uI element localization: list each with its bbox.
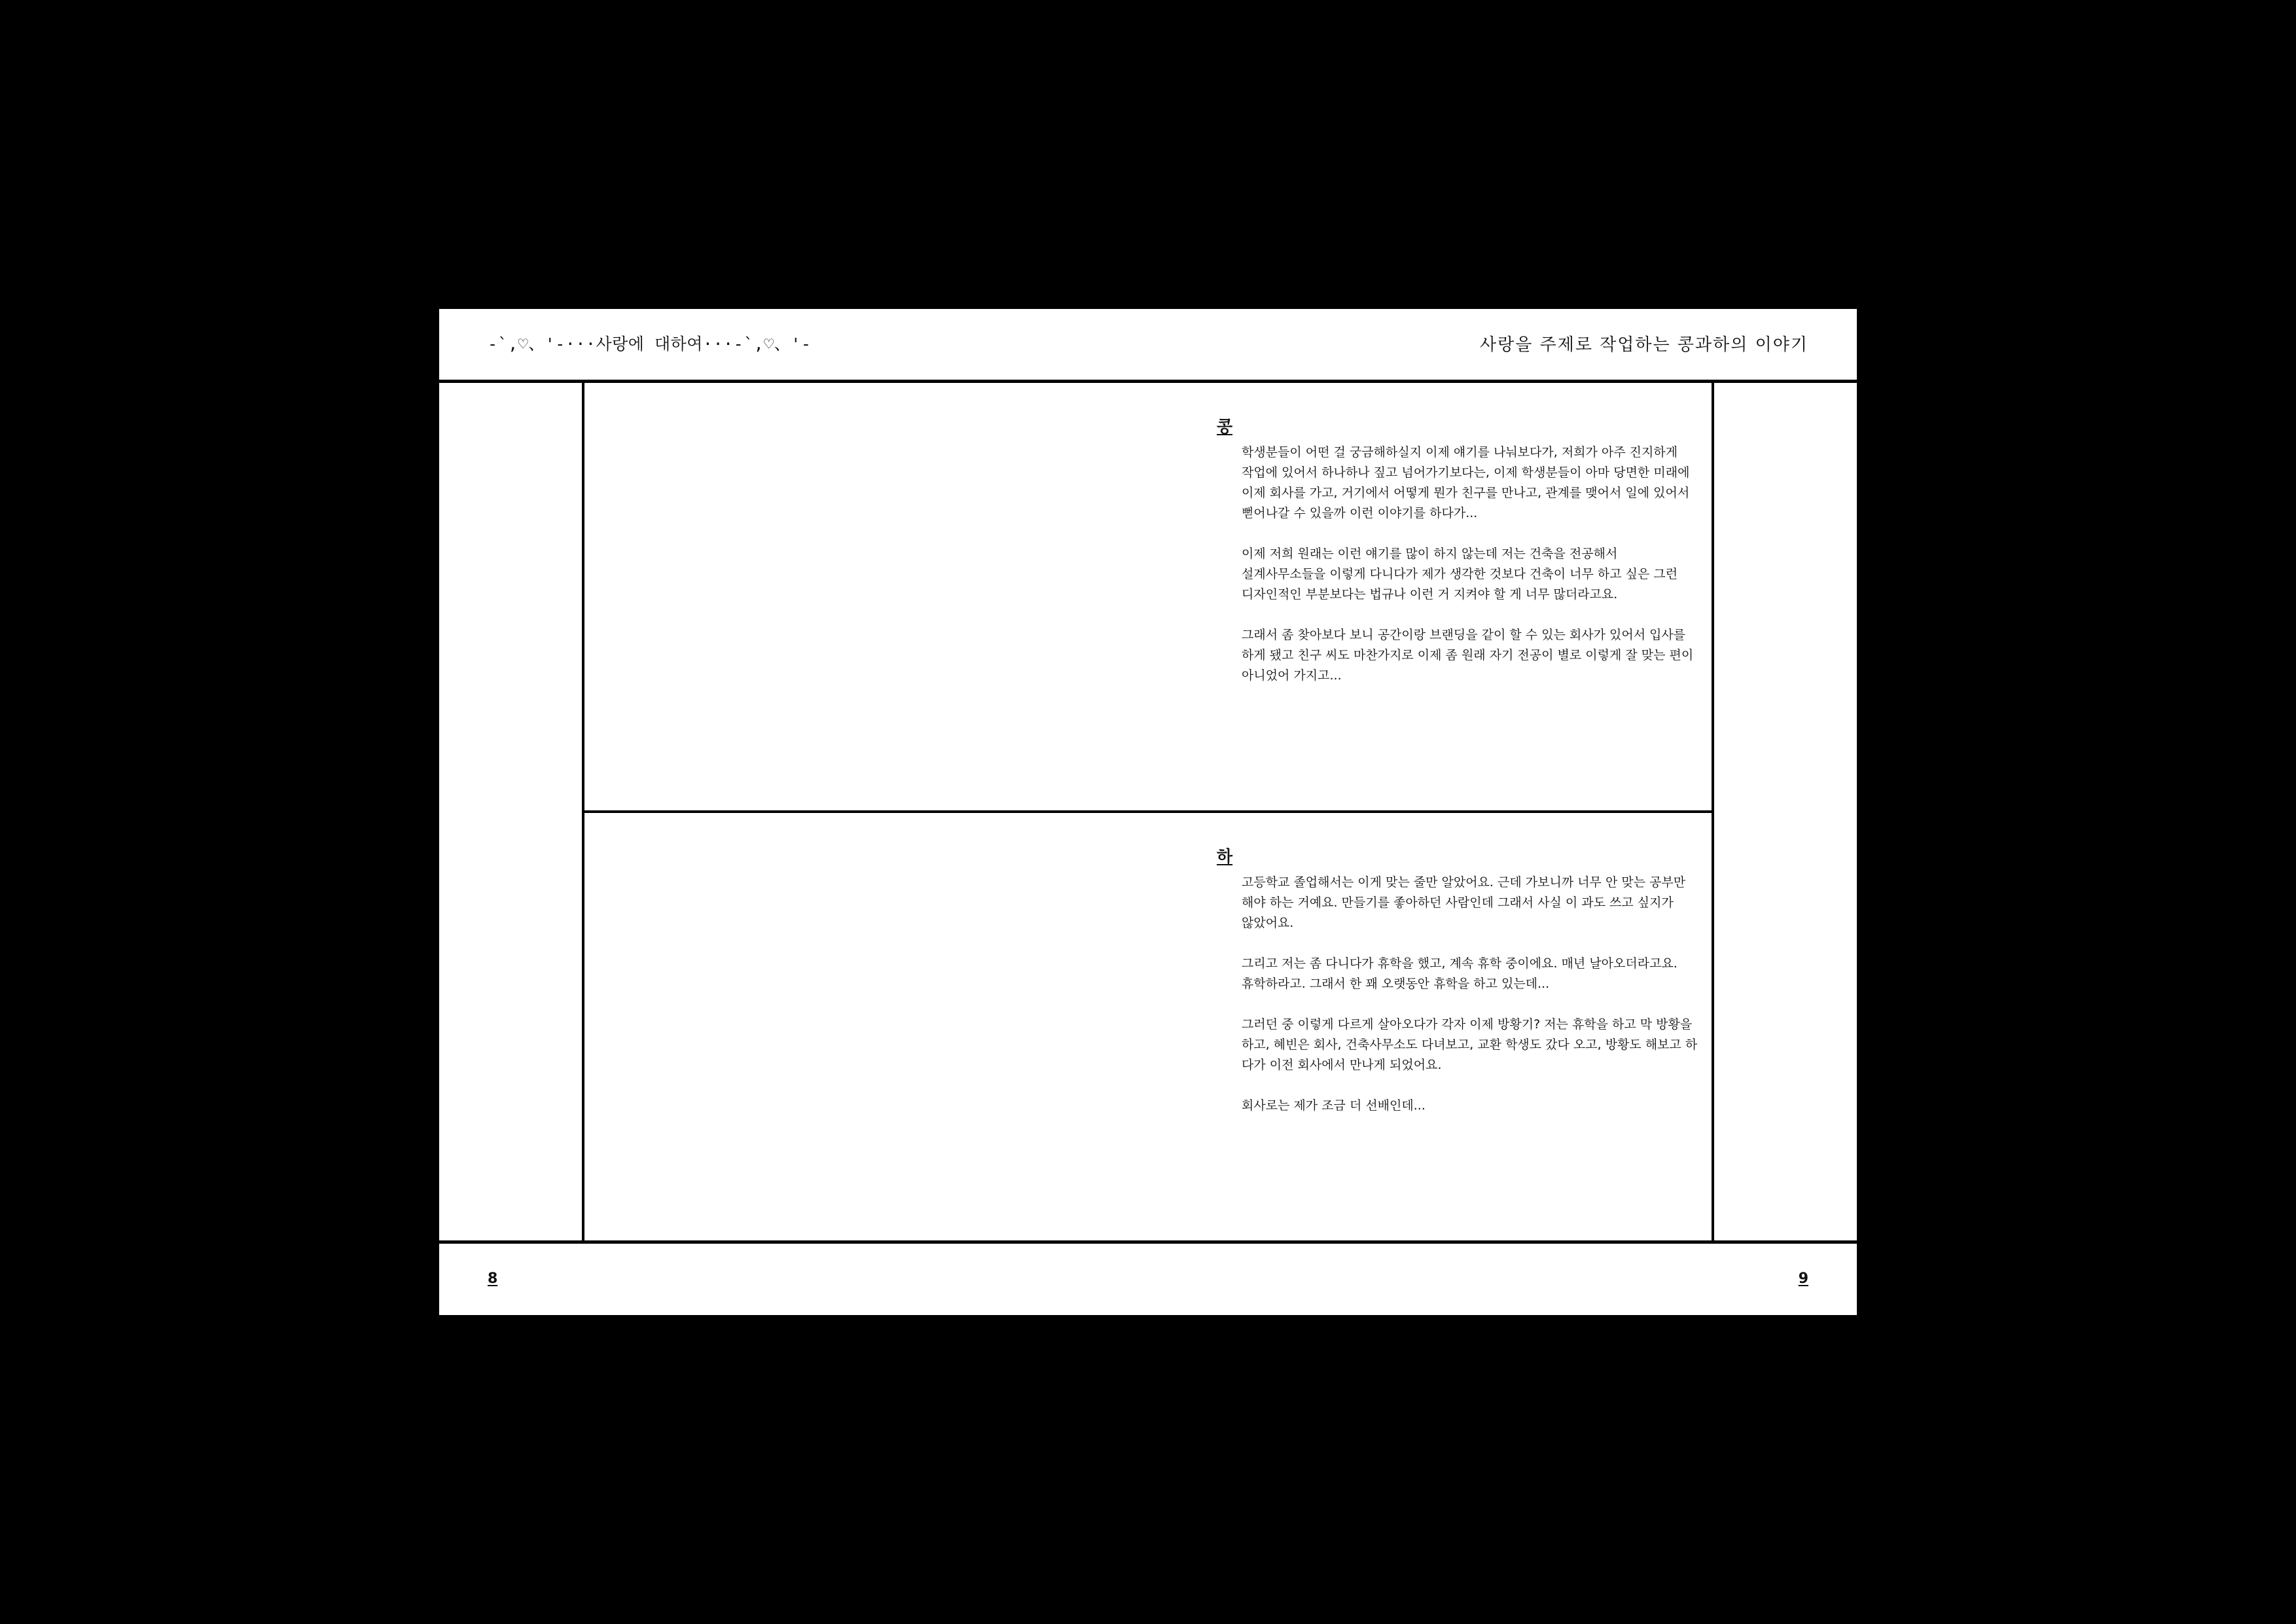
text-line: 하게 됐고 친구 씨도 마찬가지로 이제 좀 원래 자기 전공이 별로 이렇게 잘 맞는 편이 xyxy=(1242,648,1694,662)
text-line: 그리고 저는 좀 다니다가 휴학을 했고, 계속 휴학 중이에요. 매년 날아오더라고요. xyxy=(1242,956,1677,971)
header-divider xyxy=(439,380,1857,383)
paragraph xyxy=(1242,1015,1698,1075)
text-line: 이제 회사를 가고, 거기에서 어떻게 뭔가 친구를 만나고, 관계를 맺어서 일에 있어서 xyxy=(1242,486,1690,500)
text-line: 휴학하라고. 그래서 한 꽤 오랫동안 휴학을 하고 있는데... xyxy=(1242,977,1550,991)
paragraph xyxy=(1242,442,1690,524)
section-body xyxy=(1242,442,1694,706)
paragraph xyxy=(1242,873,1686,933)
text-line: 뻗어나갈 수 있을까 이런 이야기를 하다가... xyxy=(1242,506,1478,520)
text-line: 학생분들이 어떤 걸 궁금해하실지 이제 얘기를 나눠보다가, 저희가 아주 진지하게 xyxy=(1242,445,1678,460)
text-line: 디자인적인 부분보다는 법규나 이런 거 지켜야 할 게 너무 많더라고요. xyxy=(1242,587,1618,602)
paragraph xyxy=(1242,1096,1681,1116)
speaker-label: 콩 xyxy=(1217,417,1233,436)
running-header-right: 사랑을 주제로 작업하는 콩과하의 이야기 xyxy=(1479,335,1808,355)
paragraph xyxy=(1242,544,1681,605)
text-line: 해야 하는 거예요. 만들기를 좋아하던 사람인데 그래서 사실 이 과도 쓰고 싶지가 xyxy=(1242,895,1674,910)
running-header-left: -`,♡、'-···사랑에 대하여···-`,♡、'- xyxy=(488,334,812,353)
text-line: 다가 이전 회사에서 만나게 되었어요. xyxy=(1242,1058,1442,1072)
paragraph xyxy=(1242,954,1681,994)
text-line: 그래서 좀 찾아보다 보니 공간이랑 브랜딩을 같이 할 수 있는 회사가 있어서 입사를 xyxy=(1242,628,1686,642)
text-line: 회사로는 제가 조금 더 선배인데... xyxy=(1242,1098,1426,1113)
text-line: 작업에 있어서 하나하나 짚고 넘어가기보다는, 이제 학생분들이 아마 당면한 미래에 xyxy=(1242,465,1690,480)
paragraph xyxy=(1242,625,1694,686)
book-spread xyxy=(439,309,1857,1315)
text-line: 아니었어 가지고... xyxy=(1242,668,1342,683)
page-number-left: 8 xyxy=(488,1271,498,1287)
page-number-right: 9 xyxy=(1798,1271,1808,1287)
text-line: 고등학교 졸업해서는 이게 맞는 줄만 알았어요. 근데 가보니까 너무 안 맞는 공부만 xyxy=(1242,875,1686,890)
section-body xyxy=(1242,873,1698,1136)
speaker-label: 하 xyxy=(1217,847,1233,866)
footer-divider xyxy=(439,1240,1857,1244)
text-line: 그러던 중 이렇게 다르게 살아오다가 각자 이제 방황기? 저는 휴학을 하고 막 방황을 xyxy=(1242,1017,1693,1032)
text-line: 이제 저희 원래는 이런 얘기를 많이 하지 않는데 저는 건축을 전공해서 xyxy=(1242,547,1618,561)
text-line: 않았어요. xyxy=(1242,916,1294,930)
text-line: 설계사무소들을 이렇게 다니다가 제가 생각한 것보다 건축이 너무 하고 싶은 그런 xyxy=(1242,567,1678,581)
text-line: 하고, 혜빈은 회사, 건축사무소도 다녀보고, 교환 학생도 갔다 오고, 방황도 해보고 하 xyxy=(1242,1038,1698,1052)
section-divider xyxy=(582,810,1714,813)
